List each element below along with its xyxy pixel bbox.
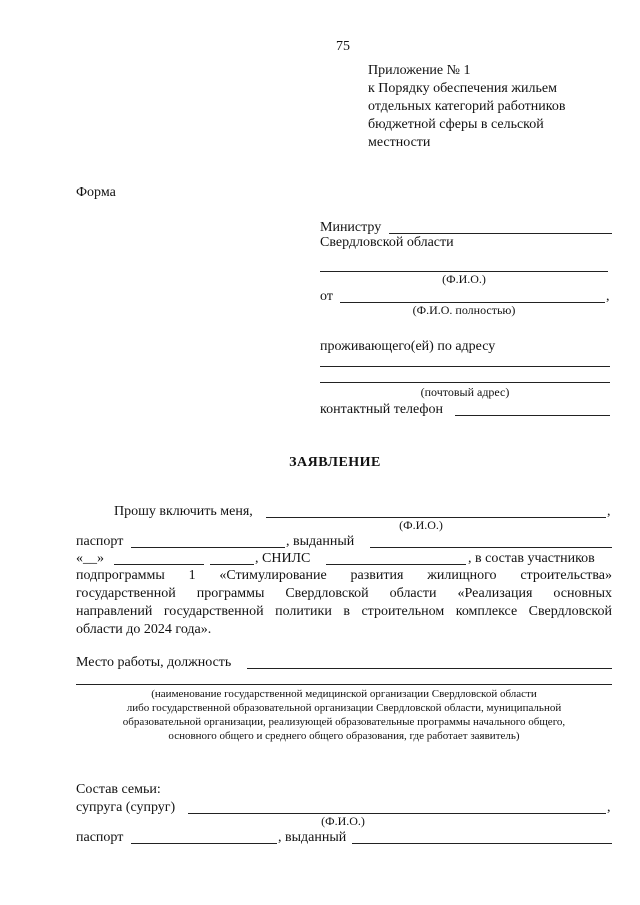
passport-issuer-line — [370, 547, 612, 548]
workplace-hint-2: либо государственной образовательной организации Свердловской области, муниципальной — [126, 702, 562, 714]
family-heading: Состав семьи: — [76, 782, 161, 797]
date-month-line — [114, 564, 204, 565]
paragraph-line-1: подпрограммы 1 «Стимулирование развития жилищного строительства» — [76, 568, 612, 583]
form-label: Форма — [76, 185, 116, 200]
appendix-line-2: к Порядку обеспечения жильем — [368, 81, 557, 96]
snils-line — [326, 564, 466, 565]
workplace-line-1 — [247, 668, 612, 669]
page-number: 75 — [336, 39, 350, 54]
spouse-passport-label: паспорт — [76, 830, 124, 845]
appendix-line-3: отдельных категорий работников — [368, 99, 566, 114]
spouse-passport-line — [131, 843, 277, 844]
request-text: Прошу включить меня, — [114, 504, 253, 519]
workplace-hint-4: основного общего и среднего общего образования, где работает заявитель) — [168, 730, 520, 742]
workplace-hint-3: образовательной организации, реализующей образовательные программы начального общего, — [122, 716, 566, 728]
paragraph-line-4: области до 2024 года». — [76, 622, 212, 637]
request-comma: , — [607, 504, 611, 519]
addressee-from: от — [320, 289, 333, 304]
applicant-fio-hint: (Ф.И.О. полностью) — [412, 303, 516, 317]
address-line-1 — [320, 366, 610, 367]
spouse-comma: , — [607, 800, 611, 815]
workplace-line-2 — [76, 684, 612, 685]
date-year-line — [210, 564, 254, 565]
phone-line — [455, 415, 610, 416]
appendix-line-5: местности — [368, 135, 431, 150]
passport-issued-label: , выданный — [286, 534, 355, 549]
spouse-issuer-line — [352, 843, 612, 844]
spouse-fio-hint: (Ф.И.О.) — [321, 814, 365, 828]
paragraph-line-2: государственной программы Свердловской области «Реализация основных — [76, 586, 612, 601]
postal-address-hint: (почтовый адрес) — [420, 385, 510, 399]
addressee-minister: Министру — [320, 220, 382, 235]
addressee-region: Свердловской области — [320, 235, 454, 250]
addressee-phone: контактный телефон — [320, 402, 443, 417]
request-fio-hint: (Ф.И.О.) — [399, 518, 443, 532]
passport-number-line — [131, 547, 285, 548]
workplace-hint-1: (наименование государственной медицинской организации Свердловской области — [151, 688, 537, 700]
appendix-line-1: Приложение № 1 — [368, 63, 471, 78]
spouse-issued-label: , выданный — [278, 830, 347, 845]
spouse-label: супруга (супруг) — [76, 800, 176, 815]
date-day: «__» — [76, 551, 104, 566]
participants-text: , в состав участников — [468, 551, 595, 566]
address-line-2 — [320, 382, 610, 383]
document-title: ЗАЯВЛЕНИЕ — [289, 455, 381, 470]
paragraph-line-3: направлений государственной политики в строительном комплексе Свердловской — [76, 604, 612, 619]
addressee-residing: проживающего(ей) по адресу — [320, 339, 496, 354]
from-comma: , — [606, 289, 610, 304]
snils-label: , СНИЛС — [255, 551, 311, 566]
appendix-line-4: бюджетной сферы в сельской — [368, 117, 544, 132]
passport-label: паспорт — [76, 534, 124, 549]
minister-fio-hint: (Ф.И.О.) — [442, 272, 486, 286]
workplace-label: Место работы, должность — [76, 655, 232, 670]
